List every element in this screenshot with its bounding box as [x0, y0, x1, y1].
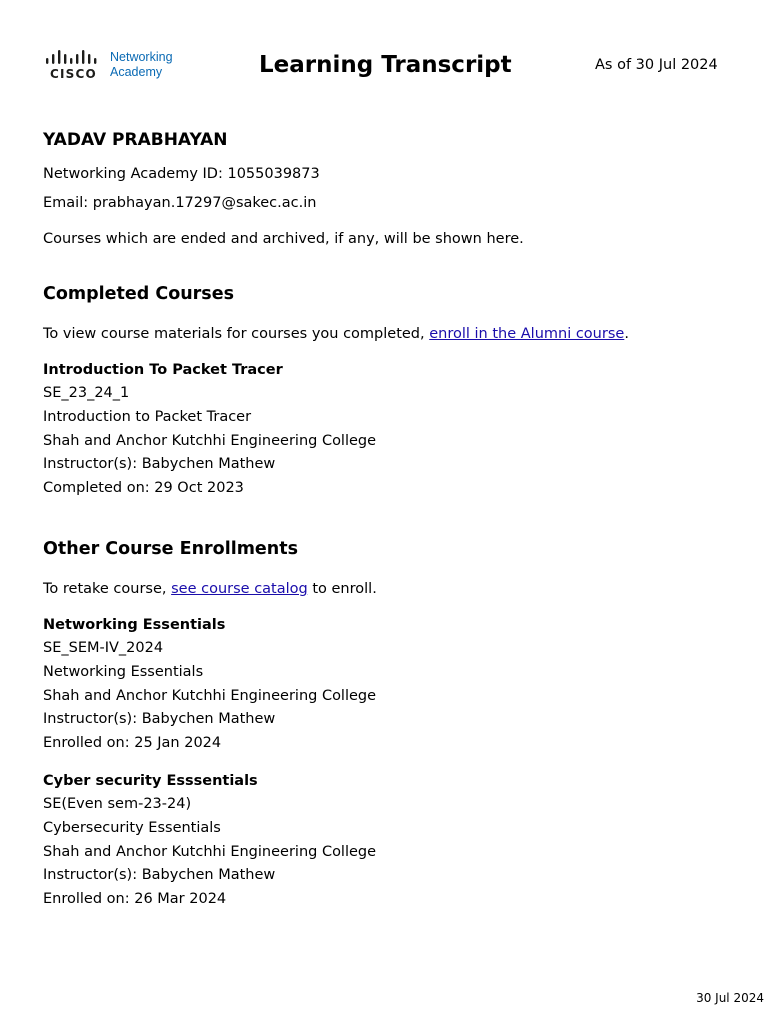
other-intro-end: to enroll.	[307, 580, 377, 597]
course-instructor: Instructor(s): Babychen Mathew	[43, 456, 276, 473]
course-code: SE_SEM-IV_2024	[43, 639, 164, 656]
student-name: YADAV PRABHAYAN	[43, 130, 228, 150]
completed-courses-intro	[43, 323, 733, 345]
course-title: Introduction To Packet Tracer	[43, 362, 283, 378]
course-date: Enrolled on: 25 Jan 2024	[43, 735, 222, 752]
course-date: Completed on: 29 Oct 2023	[43, 480, 244, 497]
logo-academy-text	[110, 50, 173, 80]
completed-intro-end: .	[624, 326, 629, 342]
logo-line-1: Networking	[110, 50, 173, 64]
logo-brand: CISCO	[50, 67, 97, 81]
cisco-networking-academy-logo	[46, 50, 186, 84]
as-of-date: As of 30 Jul 2024	[595, 57, 718, 73]
course-institution: Shah and Anchor Kutchhi Engineering College	[43, 432, 377, 449]
course-date: Enrolled on: 26 Mar 2024	[43, 891, 227, 908]
other-enrollments-heading: Other Course Enrollments	[43, 538, 299, 559]
enrollment-item	[43, 769, 733, 912]
course-title: Cyber security Esssentials	[43, 772, 258, 789]
completed-courses-heading: Completed Courses	[43, 284, 235, 304]
course-name: Introduction to Packet Tracer	[43, 408, 252, 425]
alumni-course-link[interactable]: enroll in the Alumni course	[429, 326, 625, 342]
other-intro-text: To retake course,	[43, 580, 172, 597]
archived-note: Courses which are ended and archived, if any, will be shown here.	[43, 231, 524, 247]
student-email: Email: prabhayan.17297@sakec.ac.in	[43, 195, 317, 211]
course-name: Networking Essentials	[43, 663, 204, 680]
course-instructor: Instructor(s): Babychen Mathew	[43, 867, 276, 884]
enrollment-item	[43, 613, 733, 756]
transcript-content	[43, 128, 733, 912]
logo-line-2: Academy	[110, 65, 163, 79]
cisco-bars-icon	[46, 50, 102, 66]
course-institution: Shah and Anchor Kutchhi Engineering College	[43, 687, 377, 704]
academy-id: Networking Academy ID: 1055039873	[43, 166, 320, 182]
course-code: SE_23_24_1	[43, 385, 130, 401]
course-institution: Shah and Anchor Kutchhi Engineering College	[43, 843, 377, 860]
course-instructor: Instructor(s): Babychen Mathew	[43, 711, 276, 728]
course-name: Cybersecurity Essentials	[43, 819, 221, 836]
page-header	[0, 0, 768, 110]
completed-intro-text: To view course materials for courses you completed,	[43, 326, 430, 342]
page-title: Learning Transcript	[259, 52, 512, 78]
footer-date: 30 Jul 2024	[696, 991, 764, 1005]
course-code: SE(Even sem-23-24)	[43, 795, 192, 812]
course-catalog-link[interactable]: see course catalog	[171, 580, 308, 597]
course-title: Networking Essentials	[43, 616, 226, 633]
completed-course-item	[43, 358, 733, 501]
other-enrollments-intro	[43, 578, 733, 600]
